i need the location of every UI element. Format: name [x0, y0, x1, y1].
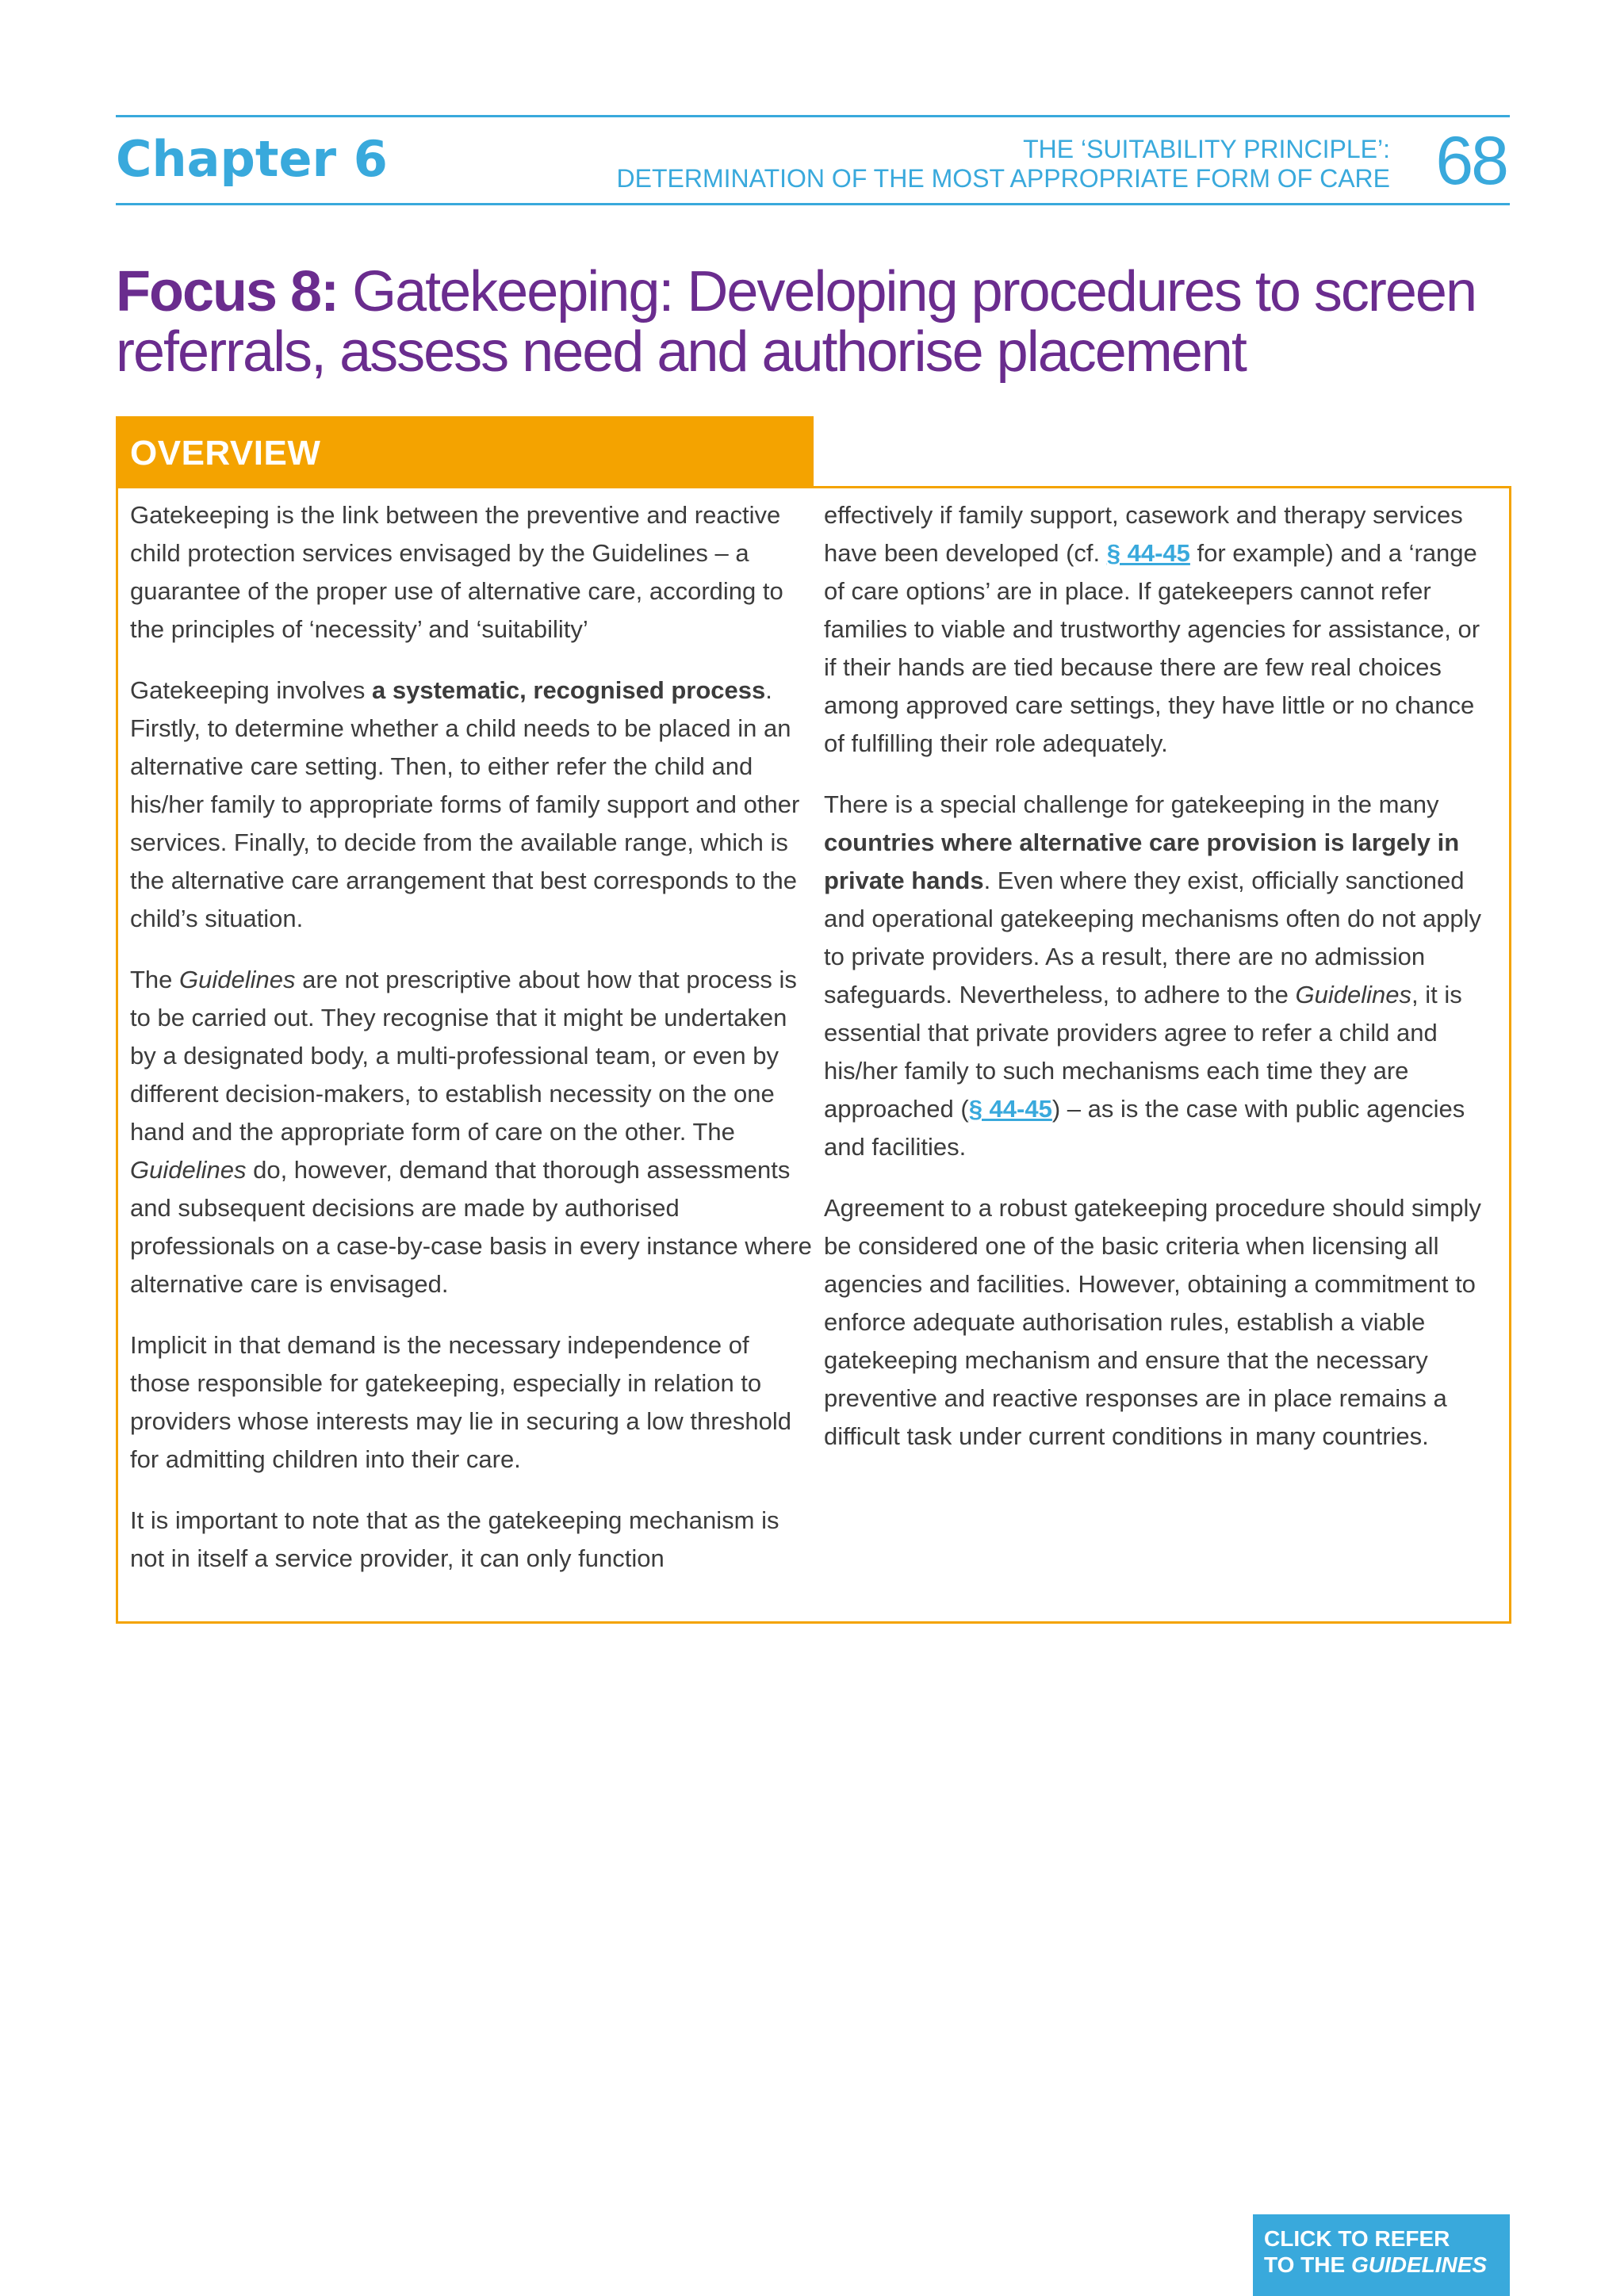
overview-paragraph: [130, 672, 816, 938]
paragraph-text: Agreement to a robust gatekeeping procedure should simply be considered one of the basic criteria when licensing all agencies and facilities. However, obtaining a commitment to enforce adequate authorisation rules, establish a viable gatekeeping mechanism and ensure that the necessary preventive and reactive responses are in place remains a difficult task under current conditions in many countries.: [824, 1194, 1481, 1450]
paragraph-text: . Firstly, to determine whether a child needs to be placed in an alternative care setting. Then, to either refer the child and his/her family to appropriate forms of family support and other services. Finally, to decide from the available range, which is the alternative care arrangement that best corresponds to the child’s situation.: [130, 676, 800, 932]
emphasis-text: a systematic, recognised process: [372, 676, 766, 704]
italic-text: Guidelines: [130, 1156, 247, 1184]
title-lead: Focus 8:: [116, 260, 339, 323]
running-header-line-2: DETERMINATION OF THE MOST APPROPRIATE FORM OF CARE: [616, 164, 1390, 193]
overview-paragraph: [824, 496, 1498, 763]
running-header-line-1: THE ‘SUITABILITY PRINCIPLE’:: [1023, 135, 1390, 163]
emphasis-text: countries where alternative care provision is largely in private hands: [824, 828, 1460, 894]
title-text: Gatekeeping: Developing procedures to screen referrals, assess need and authorise placement: [116, 260, 1476, 384]
overview-box: [116, 486, 1511, 1624]
page-title: [116, 262, 1511, 382]
paragraph-text: Gatekeeping involves: [130, 676, 373, 704]
overview-paragraph: [130, 1326, 816, 1479]
overview-paragraph: [824, 786, 1498, 1166]
paragraph-text: for example) and a ‘range of care options’ are in place. If gatekeepers cannot refer families to viable and trustworthy agencies for assistance, or if their hands are tied because there are few real choices among approved care settings, they have little or no chance of fulfilling their role adequately.: [824, 539, 1480, 757]
refer-button-line-1: CLICK TO REFER: [1264, 2226, 1450, 2251]
header-bottom-rule: [116, 203, 1510, 205]
refer-to-guidelines-button[interactable]: [1253, 2214, 1510, 2296]
paragraph-text: There is a special challenge for gatekeeping in the many: [824, 790, 1439, 818]
overview-paragraph: [824, 1189, 1498, 1456]
overview-right-column: [824, 496, 1498, 1479]
refer-button-text: TO THE: [1264, 2252, 1351, 2277]
overview-paragraph: [130, 496, 816, 649]
header-top-rule: [116, 115, 1510, 117]
running-header: [617, 135, 1390, 193]
overview-heading: OVERVIEW: [130, 434, 321, 473]
guidelines-section-link[interactable]: § 44-45: [1106, 539, 1190, 567]
paragraph-text: are not prescriptive about how that process is to be carried out. They recognise that it might be undertaken by a designated body, a multi-professional team, or even by different decision-makers, to establish necessity on the one hand and the appropriate form of care on the other. The: [130, 966, 797, 1146]
refer-button-italic: GUIDELINES: [1350, 2252, 1488, 2277]
paragraph-text: effectively if family support, casework and therapy services have been developed (cf.: [824, 501, 1463, 567]
page-number: 68: [1435, 123, 1507, 199]
paragraph-text: Implicit in that demand is the necessary independence of those responsible for gatekeeping, especially in relation to providers whose interests may lie in securing a low threshold for admitting children into their care.: [130, 1331, 791, 1473]
paragraph-text: , it is essential that private providers agree to refer a child and his/her family to such mechanisms each time they are approached (: [824, 981, 1462, 1123]
paragraph-text: The: [130, 966, 180, 993]
guidelines-section-link[interactable]: § 44-45: [968, 1095, 1052, 1123]
italic-text: Guidelines: [1295, 981, 1412, 1008]
paragraph-text: ) – as is the case with public agencies and facilities.: [824, 1095, 1465, 1161]
paragraph-text: do, however, demand that thorough assessments and subsequent decisions are made by authorised professionals on a case-by-case basis in every instance where alternative care is envisaged.: [130, 1156, 812, 1298]
paragraph-text: It is important to note that as the gatekeeping mechanism is not in itself a service provider, it can only function: [130, 1506, 779, 1572]
overview-tab: [116, 416, 814, 488]
overview-left-column: [130, 496, 816, 1601]
overview-paragraph: [130, 1502, 816, 1578]
paragraph-text: Gatekeeping is the link between the preventive and reactive child protection services envisaged by the Guidelines – a guarantee of the proper use of alternative care, according to the principles of ‘necessity’ and ‘suitability’: [130, 501, 783, 643]
refer-button-line-2: [1264, 2252, 1510, 2278]
paragraph-text: . Even where they exist, officially sanctioned and operational gatekeeping mechanisms often do not apply to private providers. As a result, there are no admission safeguards. Nevertheless, to adhere to the: [824, 867, 1481, 1008]
overview-paragraph: [130, 961, 816, 1303]
chapter-label: Chapter 6: [116, 130, 388, 188]
italic-text: Guidelines: [179, 966, 296, 993]
